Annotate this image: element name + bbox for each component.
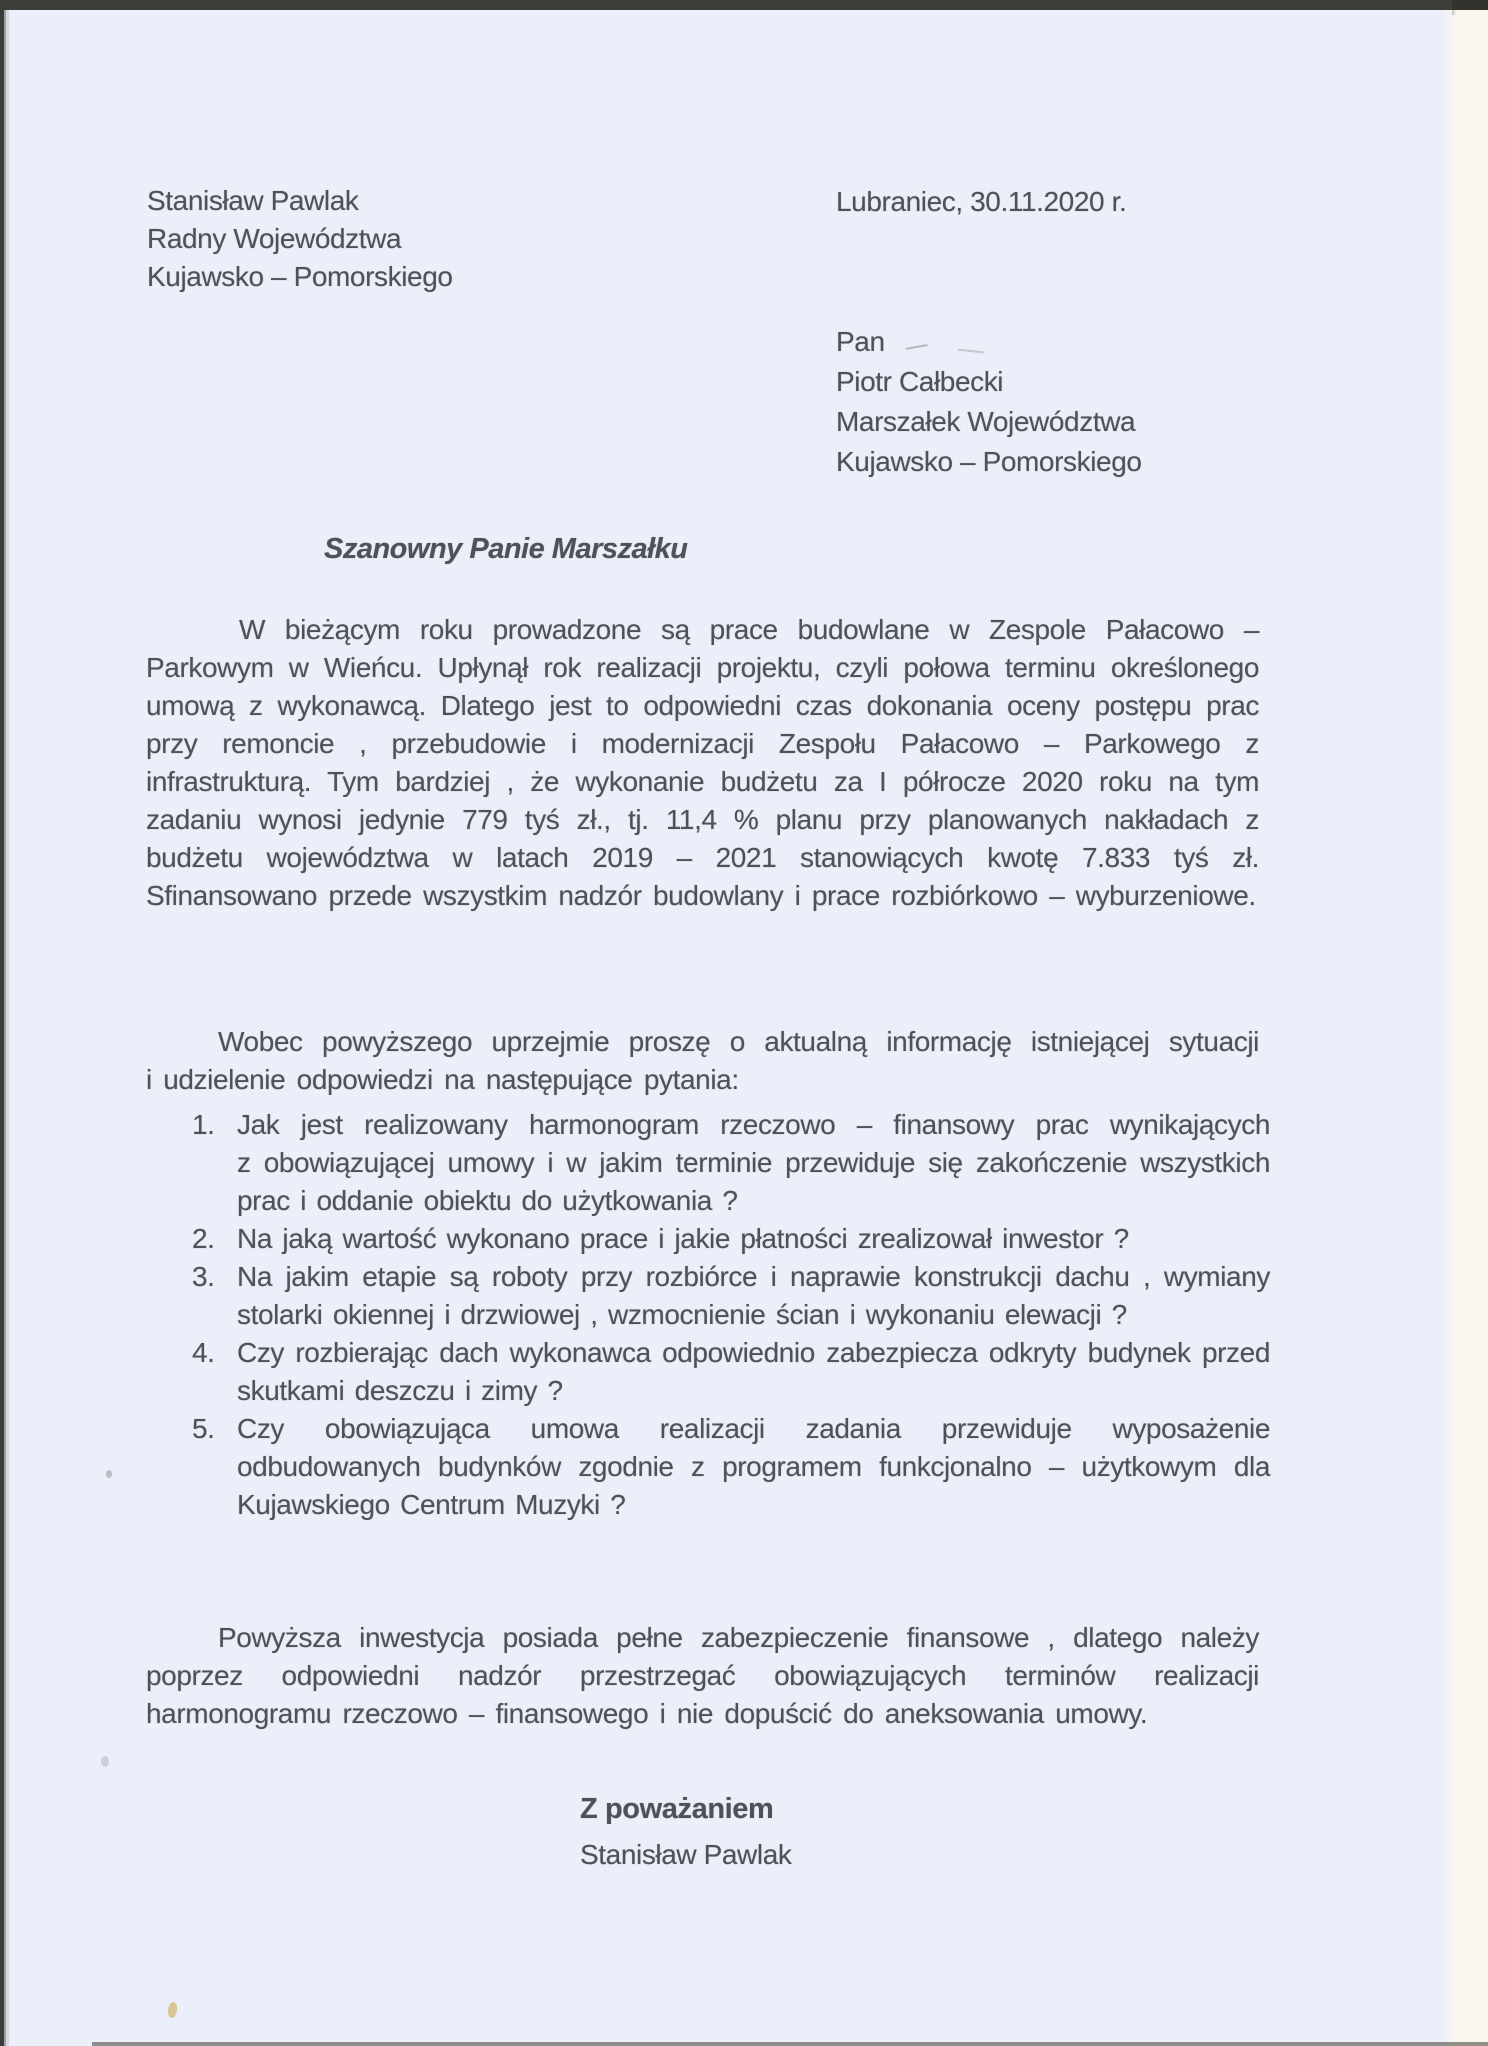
paragraph-closing: Powyższa inwestycja posiada pełne zabezpieczenie finansowe , dlatego należy poprzez odpowiedni nadzór przestrzegać obowiązujących terminów realizacji harmonogramu rzeczowo – finansowego i nie dopuścić do aneksowania umowy. — [146, 1622, 1259, 1729]
question-text: Jak jest realizowany harmonogram rzeczowo – finansowy prac wynikających z obowiązującej umowy i w jakim terminie przewiduje się zakończenie wszystkich prac i oddanie obiektu do użytkowania ? — [237, 1109, 1270, 1216]
question-text: Czy obowiązująca umowa realizacji zadania przewiduje wyposażenie odbudowanych budynków zgodnie z programem funkcjonalno – użytkowym dla Kujawskiego Centrum Muzyki ? — [237, 1413, 1270, 1520]
question-item-4 — [192, 1334, 1270, 1410]
scan-speck — [106, 1470, 112, 1478]
sender-title: Radny Województwa — [147, 223, 402, 254]
sender-name: Stanisław Pawlak — [147, 185, 359, 216]
scan-edge-left — [0, 0, 9, 2046]
recipient-region: Kujawsko – Pomorskiego — [836, 446, 1142, 477]
signature-name: Stanisław Pawlak — [580, 1839, 792, 1870]
salutation: Szanowny Panie Marszałku — [324, 533, 688, 565]
scan-edge-top — [0, 0, 1488, 10]
question-item-3 — [192, 1258, 1270, 1334]
questions-list — [192, 1106, 1270, 1524]
closing-block — [580, 1786, 791, 1878]
scan-speck — [167, 2001, 178, 2018]
question-item-5 — [192, 1410, 1270, 1524]
paragraph-intro: W bieżącym roku prowadzone są prace budowlane w Zespole Pałacowo – Parkowym w Wieńcu. Upłynął rok realizacji projektu, czyli połowa terminu określonego umową z wykonawcą. Dlatego jest to odpowiedni czas dokonania oceny postępu prac przy remoncie , przebudowie i modernizacji Zespołu Pałacowo – Parkowego z infrastrukturą. Tym bardziej , że wykonanie budżetu za I półrocze 2020 roku na tym zadaniu wynosi jedynie 779 tyś zł., tj. 11,4 % planu przy planowanych nakładach z budżetu województwa w latach 2019 – 2021 stanowiących kwotę 7.833 tyś zł. Sfinansowano przede wszystkim nadzór budowlany i prace rozbiórkowo – wyburzeniowe. — [146, 614, 1259, 911]
scanner-bed-strip — [1442, 10, 1488, 2046]
recipient-block — [836, 322, 1142, 482]
question-number: 4. — [192, 1337, 215, 1368]
question-text: Na jaką wartość wykonano prace i jakie płatności zrealizował inwestor ? — [237, 1223, 1129, 1254]
question-text: Na jakim etapie są roboty przy rozbiórce i naprawie konstrukcji dachu , wymiany stolarki okiennej i drzwiowej , wzmocnienie ścian i wykonaniu elewacji ? — [237, 1261, 1270, 1330]
sender-block — [147, 182, 453, 296]
question-text: Czy rozbierając dach wykonawca odpowiednio zabezpiecza odkryty budynek przed skutkami deszczu i zimy ? — [237, 1337, 1270, 1406]
recipient-honorific: Pan — [836, 326, 885, 357]
question-number: 5. — [192, 1413, 215, 1444]
sender-region: Kujawsko – Pomorskiego — [147, 261, 453, 292]
question-item-1 — [192, 1106, 1270, 1220]
question-item-2 — [192, 1220, 1270, 1258]
recipient-title: Marszałek Województwa — [836, 406, 1136, 437]
question-number: 3. — [192, 1261, 215, 1292]
scan-edge-bottom — [92, 2042, 1488, 2046]
dateline: Lubraniec, 30.11.2020 r. — [836, 186, 1127, 217]
sign-off: Z poważaniem — [580, 1793, 774, 1825]
scan-speck — [101, 1756, 109, 1767]
question-number: 2. — [192, 1223, 215, 1254]
question-number: 1. — [192, 1109, 215, 1140]
paragraph-request: Wobec powyższego uprzejmie proszę o aktualną informację istniejącej sytuacji i udzielenie odpowiedzi na następujące pytania: — [146, 1026, 1259, 1095]
recipient-name: Piotr Całbecki — [836, 366, 1004, 397]
